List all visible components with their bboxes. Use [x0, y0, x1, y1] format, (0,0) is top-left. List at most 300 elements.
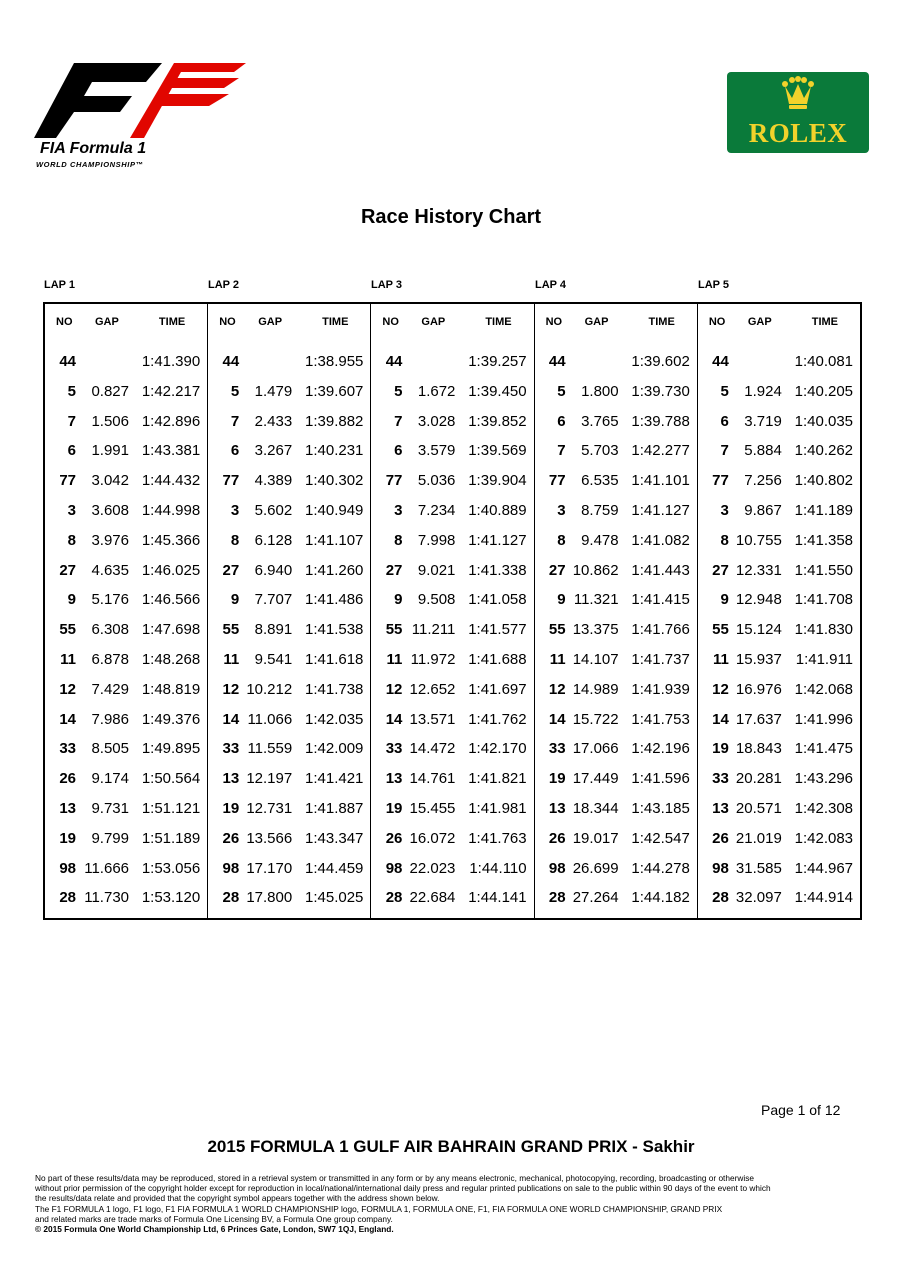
- cell-no: 13: [548, 800, 566, 817]
- cell-time: 1:41.101: [631, 472, 690, 490]
- cell-time: 1:51.121: [141, 800, 201, 817]
- crown-icon: [727, 72, 869, 122]
- cell-time: 1:44.182: [631, 889, 690, 907]
- table-row: [535, 562, 697, 584]
- cell-no: 14: [712, 710, 729, 728]
- cell-time: 1:42.308: [794, 800, 854, 817]
- cell-time: 1:41.821: [468, 770, 527, 788]
- cell-no: 11: [549, 651, 566, 668]
- column-header-time: TIME: [322, 316, 349, 328]
- cell-time: 1:49.895: [141, 740, 201, 758]
- cell-no: 33: [712, 770, 729, 788]
- table-row: [535, 353, 697, 375]
- cell-no: 19: [222, 800, 240, 817]
- table-row: [208, 830, 370, 852]
- cell-no: 3: [67, 502, 76, 519]
- cell-gap: 12.652: [409, 680, 456, 698]
- cell-no: 6: [394, 442, 403, 460]
- cell-time: 1:41.082: [631, 531, 690, 549]
- table-row: [208, 770, 370, 792]
- cell-no: 27: [712, 561, 729, 579]
- table-row: [208, 711, 370, 733]
- cell-gap: 9.867: [744, 502, 782, 519]
- cell-gap: 11.972: [410, 651, 456, 668]
- cell-time: 1:42.196: [631, 740, 690, 758]
- cell-time: 1:39.852: [468, 412, 527, 430]
- cell-gap: 17.170: [246, 859, 293, 877]
- f1-subtitle: WORLD CHAMPIONSHIP™: [36, 160, 144, 169]
- table-row: [698, 681, 860, 703]
- cell-time: 1:41.390: [141, 353, 201, 370]
- cell-no: 11: [712, 651, 729, 668]
- table-row: [535, 800, 697, 822]
- table-row: [535, 502, 697, 524]
- cell-gap: 6.308: [91, 621, 129, 639]
- table-row: [698, 383, 860, 405]
- cell-no: 3: [720, 502, 729, 519]
- cell-no: 98: [548, 859, 566, 877]
- page-number: Page 1 of 12: [761, 1102, 841, 1118]
- cell-time: 1:48.819: [141, 680, 201, 698]
- cell-gap: 10.755: [735, 531, 782, 549]
- cell-no: 8: [720, 531, 729, 549]
- lap-column: [45, 304, 208, 918]
- cell-no: 12: [222, 680, 240, 698]
- table-row: [45, 740, 207, 762]
- table-row: [535, 591, 697, 613]
- cell-gap: 12.197: [246, 770, 293, 788]
- cell-time: 1:42.277: [631, 442, 690, 460]
- cell-no: 44: [712, 353, 729, 370]
- lap-column: [208, 304, 371, 918]
- table-row: [371, 800, 533, 822]
- cell-gap: 11.321: [573, 591, 619, 609]
- table-row: [208, 651, 370, 673]
- cell-gap: 32.097: [735, 889, 782, 907]
- cell-gap: 5.884: [744, 442, 782, 460]
- cell-no: 7: [394, 412, 403, 430]
- cell-no: 77: [222, 472, 240, 490]
- table-row: [371, 770, 533, 792]
- cell-time: 1:43.381: [141, 442, 201, 460]
- cell-time: 1:41.550: [794, 561, 854, 579]
- table-row: [535, 383, 697, 405]
- table-row: [698, 860, 860, 882]
- cell-time: 1:44.110: [469, 859, 527, 877]
- cell-time: 1:41.737: [631, 651, 690, 668]
- cell-no: 77: [712, 472, 729, 490]
- cell-gap: 21.019: [735, 829, 782, 847]
- cell-gap: 1.506: [91, 412, 129, 430]
- cell-time: 1:42.896: [141, 412, 201, 430]
- table-row: [208, 383, 370, 405]
- rolex-wordmark: ROLEX: [748, 118, 848, 148]
- table-row: [535, 830, 697, 852]
- cell-time: 1:53.120: [141, 889, 201, 907]
- table-row: [45, 502, 207, 524]
- table-row: [698, 770, 860, 792]
- cell-gap: 6.535: [581, 472, 619, 490]
- cell-no: 98: [385, 859, 403, 877]
- table-row: [371, 383, 533, 405]
- cell-no: 6: [230, 442, 240, 460]
- cell-no: 33: [548, 740, 566, 758]
- table-row: [371, 413, 533, 435]
- cell-time: 1:39.602: [631, 353, 690, 370]
- cell-time: 1:41.596: [631, 770, 690, 788]
- table-row: [208, 413, 370, 435]
- f1-logo: [34, 58, 254, 176]
- cell-gap: 3.579: [417, 442, 456, 460]
- cell-gap: 3.042: [91, 472, 129, 490]
- cell-no: 9: [67, 591, 76, 609]
- cell-time: 1:41.260: [305, 561, 364, 579]
- lap-label: LAP 3: [371, 279, 402, 291]
- cell-time: 1:40.889: [468, 502, 527, 519]
- cell-no: 6: [67, 442, 76, 460]
- cell-no: 13: [222, 770, 240, 788]
- cell-no: 19: [385, 800, 403, 817]
- cell-gap: 13.571: [409, 710, 456, 728]
- cell-no: 7: [230, 412, 240, 430]
- cell-time: 1:40.802: [794, 472, 854, 490]
- table-row: [45, 860, 207, 882]
- cell-gap: 8.505: [91, 740, 129, 758]
- cell-no: 9: [720, 591, 729, 609]
- cell-gap: 17.066: [572, 740, 619, 758]
- cell-time: 1:38.955: [305, 353, 364, 370]
- cell-time: 1:41.763: [468, 829, 527, 847]
- cell-no: 7: [557, 442, 566, 460]
- cell-time: 1:41.697: [468, 680, 527, 698]
- table-row: [698, 711, 860, 733]
- cell-time: 1:40.205: [794, 382, 854, 400]
- table-row: [535, 740, 697, 762]
- cell-time: 1:49.376: [141, 710, 201, 728]
- cell-gap: 2.433: [254, 412, 293, 430]
- table-row: [208, 532, 370, 554]
- cell-gap: 14.761: [409, 770, 456, 788]
- table-row: [371, 681, 533, 703]
- cell-gap: 16.072: [409, 829, 456, 847]
- table-row: [45, 770, 207, 792]
- cell-time: 1:42.068: [794, 680, 854, 698]
- cell-time: 1:42.035: [305, 710, 364, 728]
- cell-gap: 15.722: [572, 710, 619, 728]
- legal-line: the results/data relate and provided that the copyright symbol appears together with the address shown below.: [35, 1193, 440, 1204]
- cell-time: 1:39.257: [468, 353, 527, 370]
- cell-time: 1:41.766: [631, 621, 690, 639]
- lap-column: [371, 304, 534, 918]
- event-title: 2015 FORMULA 1 GULF AIR BAHRAIN GRAND PRIX - Sakhir: [207, 1137, 695, 1156]
- cell-no: 33: [385, 740, 403, 758]
- cell-gap: 5.176: [91, 591, 129, 609]
- cell-gap: 7.707: [254, 591, 293, 609]
- table-row: [208, 562, 370, 584]
- table-row: [208, 502, 370, 524]
- cell-time: 1:41.338: [468, 561, 527, 579]
- table-row: [45, 681, 207, 703]
- cell-no: 55: [548, 621, 566, 639]
- cell-no: 5: [394, 382, 403, 400]
- cell-gap: 7.998: [417, 531, 456, 549]
- cell-gap: 17.449: [572, 770, 619, 788]
- table-row: [698, 800, 860, 822]
- table-row: [371, 740, 533, 762]
- cell-gap: 13.566: [246, 829, 293, 847]
- cell-no: 12: [548, 680, 566, 698]
- cell-no: 13: [385, 770, 403, 788]
- cell-time: 1:40.262: [794, 442, 854, 460]
- cell-no: 14: [59, 710, 76, 728]
- cell-time: 1:41.708: [794, 591, 854, 609]
- table-row: [535, 651, 697, 673]
- cell-time: 1:42.170: [468, 740, 527, 758]
- table-row: [45, 711, 207, 733]
- cell-no: 98: [712, 859, 729, 877]
- table-row: [45, 353, 207, 375]
- cell-gap: 17.637: [735, 710, 782, 728]
- table-row: [45, 591, 207, 613]
- table-row: [698, 353, 860, 375]
- cell-time: 1:44.914: [794, 889, 854, 907]
- cell-time: 1:41.753: [631, 710, 690, 728]
- table-row: [371, 532, 533, 554]
- cell-time: 1:41.981: [468, 800, 527, 817]
- cell-gap: 15.455: [409, 800, 456, 817]
- cell-time: 1:39.882: [305, 412, 364, 430]
- cell-no: 9: [557, 591, 566, 609]
- cell-gap: 11.211: [411, 621, 456, 639]
- cell-time: 1:41.688: [468, 651, 527, 668]
- lap-label: LAP 4: [535, 279, 566, 291]
- cell-gap: 12.731: [246, 800, 293, 817]
- cell-gap: 9.508: [417, 591, 456, 609]
- cell-time: 1:44.432: [141, 472, 201, 490]
- cell-time: 1:43.347: [305, 829, 364, 847]
- cell-gap: 6.128: [254, 531, 293, 549]
- column-header-no: NO: [545, 316, 563, 328]
- table-row: [45, 442, 207, 464]
- cell-no: 14: [548, 710, 566, 728]
- cell-no: 5: [720, 382, 729, 400]
- cell-time: 1:39.607: [305, 382, 364, 400]
- cell-no: 55: [222, 621, 240, 639]
- cell-no: 8: [557, 531, 566, 549]
- column-header-no: NO: [708, 316, 726, 328]
- cell-time: 1:41.577: [468, 621, 527, 639]
- cell-time: 1:45.366: [141, 531, 201, 549]
- cell-no: 27: [59, 561, 76, 579]
- cell-gap: 6.940: [254, 561, 293, 579]
- cell-no: 11: [386, 651, 403, 668]
- table-row: [208, 681, 370, 703]
- cell-time: 1:41.475: [794, 740, 854, 758]
- table-row: [371, 562, 533, 584]
- cell-gap: 11.730: [84, 889, 129, 907]
- table-row: [698, 621, 860, 643]
- cell-no: 98: [222, 859, 240, 877]
- lap-column: [698, 304, 860, 918]
- cell-gap: 1.924: [744, 382, 782, 400]
- cell-no: 6: [557, 412, 566, 430]
- cell-no: 11: [223, 651, 240, 668]
- cell-no: 9: [230, 591, 240, 609]
- cell-no: 19: [59, 829, 76, 847]
- cell-no: 8: [67, 531, 76, 549]
- cell-time: 1:41.762: [468, 710, 527, 728]
- cell-time: 1:39.730: [631, 382, 690, 400]
- table-row: [535, 681, 697, 703]
- column-header-time: TIME: [158, 316, 186, 328]
- table-row: [45, 532, 207, 554]
- cell-gap: 7.234: [417, 502, 456, 519]
- table-row: [698, 562, 860, 584]
- cell-gap: 31.585: [735, 859, 782, 877]
- table-row: [371, 651, 533, 673]
- table-row: [535, 472, 697, 494]
- table-row: [698, 532, 860, 554]
- cell-time: 1:43.185: [631, 800, 690, 817]
- cell-gap: 8.759: [581, 502, 619, 519]
- cell-time: 1:41.618: [305, 651, 364, 668]
- cell-gap: 27.264: [572, 889, 619, 907]
- cell-gap: 20.281: [735, 770, 782, 788]
- cell-no: 14: [222, 710, 240, 728]
- cell-no: 77: [548, 472, 566, 490]
- cell-gap: 16.976: [735, 680, 782, 698]
- cell-time: 1:41.996: [794, 710, 854, 728]
- cell-time: 1:45.025: [305, 889, 364, 907]
- cell-no: 27: [548, 561, 566, 579]
- table-row: [371, 711, 533, 733]
- table-row: [698, 442, 860, 464]
- column-header-gap: GAP: [258, 316, 283, 328]
- cell-time: 1:41.127: [468, 531, 527, 549]
- cell-time: 1:43.296: [794, 770, 854, 788]
- cell-gap: 8.891: [254, 621, 293, 639]
- table-row: [208, 591, 370, 613]
- cell-no: 13: [59, 800, 76, 817]
- cell-time: 1:44.141: [468, 889, 527, 907]
- cell-gap: 0.827: [91, 382, 129, 400]
- cell-time: 1:41.538: [305, 621, 364, 639]
- cell-gap: 10.212: [246, 680, 293, 698]
- column-header-gap: GAP: [747, 316, 772, 328]
- cell-no: 55: [712, 621, 729, 639]
- cell-gap: 1.800: [581, 382, 619, 400]
- cell-gap: 9.478: [581, 531, 619, 549]
- cell-gap: 22.684: [409, 889, 456, 907]
- table-row: [208, 889, 370, 911]
- cell-no: 28: [222, 889, 240, 907]
- cell-gap: 7.429: [91, 680, 129, 698]
- column-header-gap: GAP: [584, 316, 609, 328]
- cell-no: 5: [230, 382, 240, 400]
- column-header-time: TIME: [648, 316, 675, 328]
- table-row: [371, 472, 533, 494]
- cell-gap: 15.124: [735, 621, 782, 639]
- f1-logo-mark: [34, 58, 254, 176]
- cell-no: 5: [67, 382, 76, 400]
- legal-line: No part of these results/data may be reproduced, stored in a retrieval system or transmitted in any form or by any means electronic, mechanical, photocopying, recording, broadcasting or otherwise: [35, 1173, 754, 1183]
- cell-no: 26: [59, 770, 76, 788]
- cell-no: 27: [222, 561, 240, 579]
- cell-no: 44: [548, 353, 566, 370]
- cell-time: 1:40.035: [794, 412, 854, 430]
- table-row: [208, 860, 370, 882]
- cell-time: 1:47.698: [141, 621, 201, 639]
- legal-line: The F1 FORMULA 1 logo, F1 logo, F1 FIA FORMULA 1 WORLD CHAMPIONSHIP logo, FORMULA 1, FORMULA ONE, F1, FIA FORMULA ONE WORLD CHAMPIONSHIP, GRAND PRIX: [35, 1203, 723, 1214]
- cell-time: 1:42.217: [141, 382, 201, 400]
- cell-gap: 7.986: [91, 710, 129, 728]
- column-header-no: NO: [382, 316, 399, 328]
- cell-no: 12: [59, 680, 76, 698]
- table-row: [535, 442, 697, 464]
- cell-gap: 13.375: [572, 621, 619, 639]
- table-row: [371, 591, 533, 613]
- column-header-gap: GAP: [421, 316, 446, 328]
- cell-gap: 4.635: [91, 561, 129, 579]
- table-row: [208, 442, 370, 464]
- cell-gap: 22.023: [409, 859, 456, 877]
- lap-column: [535, 304, 698, 918]
- cell-time: 1:41.738: [305, 680, 364, 698]
- table-row: [45, 472, 207, 494]
- cell-time: 1:39.450: [468, 382, 527, 400]
- cell-no: 44: [385, 353, 403, 370]
- page-title: Race History Chart: [360, 206, 542, 228]
- column-header-no: NO: [56, 316, 73, 328]
- table-row: [371, 502, 533, 524]
- cell-time: 1:39.904: [468, 472, 527, 490]
- cell-gap: 11.559: [247, 740, 293, 758]
- f1-wordmark: FIA Formula 1: [40, 140, 147, 157]
- table-row: [698, 413, 860, 435]
- cell-time: 1:42.083: [794, 829, 854, 847]
- table-row: [535, 413, 697, 435]
- cell-no: 44: [222, 353, 240, 370]
- cell-no: 6: [720, 412, 729, 430]
- table-row: [371, 353, 533, 375]
- cell-gap: 20.571: [735, 800, 782, 817]
- table-row: [535, 889, 697, 911]
- cell-gap: 9.731: [91, 800, 129, 817]
- cell-no: 8: [230, 531, 240, 549]
- cell-time: 1:41.421: [305, 770, 364, 788]
- table-row: [698, 889, 860, 911]
- cell-gap: 12.331: [735, 561, 782, 579]
- cell-no: 27: [385, 561, 403, 579]
- table-row: [698, 830, 860, 852]
- cell-no: 11: [60, 651, 76, 668]
- table-row: [45, 651, 207, 673]
- cell-time: 1:41.830: [794, 621, 854, 639]
- cell-no: 98: [59, 859, 76, 877]
- table-row: [45, 383, 207, 405]
- cell-gap: 5.036: [417, 472, 456, 490]
- cell-time: 1:41.443: [631, 561, 690, 579]
- cell-no: 44: [59, 353, 76, 370]
- cell-gap: 10.862: [572, 561, 619, 579]
- lap-label: LAP 1: [44, 279, 75, 291]
- table-row: [535, 532, 697, 554]
- table-row: [208, 740, 370, 762]
- table-row: [698, 591, 860, 613]
- cell-time: 1:39.788: [631, 412, 690, 430]
- cell-no: 7: [720, 442, 729, 460]
- cell-time: 1:41.358: [794, 531, 854, 549]
